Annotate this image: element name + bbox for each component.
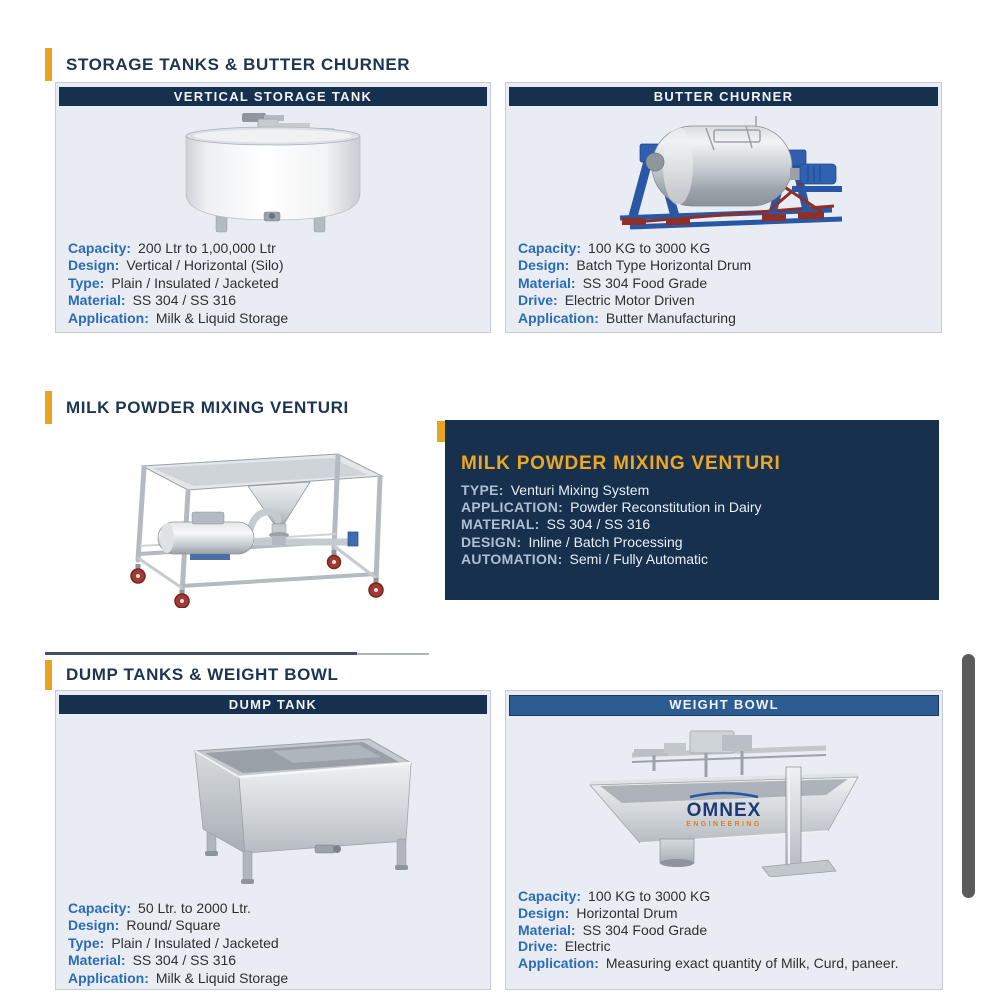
spec-label: Drive:: [518, 292, 558, 309]
product-card-butter-churner: [505, 82, 942, 333]
spec-row: [518, 888, 934, 905]
spec-row: [68, 900, 482, 917]
spec-label: Material:: [518, 274, 576, 291]
spec-row: [68, 240, 482, 257]
card-header-butter-churner: BUTTER CHURNER: [509, 87, 938, 106]
spec-row: [461, 534, 939, 551]
spec-label: TYPE:: [461, 482, 504, 498]
spec-list: [68, 900, 482, 987]
spec-label: Material:: [518, 921, 576, 938]
spec-value: Milk & Liquid Storage: [155, 309, 289, 326]
spec-label: Capacity:: [68, 900, 132, 916]
spec-row: [518, 310, 933, 327]
panel-accent-notch: [437, 421, 445, 442]
spec-row: [68, 275, 482, 292]
card-header-vertical-storage-tank: VERTICAL STORAGE TANK: [59, 87, 487, 106]
spec-label: Design:: [68, 257, 120, 274]
product-card-vertical-storage-tank: [55, 82, 491, 333]
spec-label: Design:: [518, 904, 570, 921]
spec-value: Butter Manufacturing: [605, 309, 736, 326]
product-card-weight-bowl: [505, 690, 943, 990]
scrollbar-thumb[interactable]: [962, 654, 975, 898]
spec-value: SS 304 Food Grade: [582, 921, 708, 938]
spec-label: Application:: [518, 955, 599, 972]
spec-row: [461, 482, 939, 499]
spec-label: Type:: [68, 934, 105, 951]
spec-value: 100 KG to 3000 KG: [588, 240, 711, 256]
spec-label: AUTOMATION:: [461, 550, 563, 567]
spec-value: 100 KG to 3000 KG: [588, 888, 711, 904]
spec-value: Semi / Fully Automatic: [569, 550, 709, 567]
spec-value: Plain / Insulated / Jacketed: [111, 934, 279, 951]
spec-label: Material:: [68, 292, 126, 309]
spec-label: APPLICATION:: [461, 499, 564, 516]
venturi-image-wrap: [100, 426, 400, 608]
product-card-dump-tank: [55, 690, 491, 990]
spec-value: 200 Ltr to 1,00,000 Ltr: [138, 240, 276, 256]
spec-value: SS 304 / SS 316: [132, 292, 237, 309]
spec-row: [68, 292, 482, 309]
spec-value: Measuring exact quantity of Milk, Curd, paneer.: [605, 955, 899, 972]
spec-label: Drive:: [518, 938, 558, 955]
spec-value: SS 304 / SS 316: [132, 952, 237, 969]
section-divider-line-tail: [357, 653, 429, 655]
section-title-venturi: MILK POWDER MIXING VENTURI: [66, 397, 349, 417]
spec-row: [68, 917, 482, 934]
spec-row: [518, 922, 934, 939]
panel-title: MILK POWDER MIXING VENTURI: [461, 453, 781, 474]
spec-value: Milk & Liquid Storage: [155, 969, 289, 986]
section-accent-bar: [45, 48, 52, 81]
section-header-venturi: [45, 391, 349, 424]
card-header-weight-bowl: WEIGHT BOWL: [509, 695, 939, 716]
spec-label: MATERIAL:: [461, 516, 540, 533]
spec-list: [68, 240, 482, 327]
spec-row: [68, 952, 482, 969]
spec-value: Venturi Mixing System: [510, 482, 650, 498]
spec-row: [461, 516, 939, 533]
spec-label: Material:: [68, 952, 126, 969]
spec-value: Vertical / Horizontal (Silo): [126, 257, 284, 274]
spec-label: Type:: [68, 274, 105, 291]
butter-churner-image: [596, 110, 852, 236]
dump-tank-image: [123, 721, 423, 889]
section-title-dump-tanks: DUMP TANKS & WEIGHT BOWL: [66, 665, 339, 684]
section-accent-bar: [45, 660, 52, 690]
card-image-wrap: [56, 110, 490, 240]
spec-label: Application:: [68, 969, 149, 986]
section-header-storage-tanks: [45, 48, 410, 81]
spec-row: [461, 499, 939, 516]
spec-row: [518, 955, 934, 972]
spec-row: [68, 257, 482, 274]
spec-value: Horizontal Drum: [576, 904, 678, 921]
spec-value: Round/ Square: [126, 917, 221, 934]
spec-label: Application:: [68, 309, 149, 326]
omnex-logo-subtext: ENGINEERING: [686, 821, 762, 828]
card-image-wrap: [56, 721, 490, 893]
section-title-storage-tanks: STORAGE TANKS & BUTTER CHURNER: [66, 54, 411, 74]
spec-label: DESIGN:: [461, 533, 522, 550]
spec-row: [518, 938, 934, 955]
spec-value: Inline / Batch Processing: [528, 533, 683, 550]
spec-row: [518, 275, 933, 292]
spec-value: Electric Motor Driven: [564, 292, 695, 309]
spec-row: [518, 257, 933, 274]
spec-label: Capacity:: [518, 240, 582, 256]
section-divider-line: [45, 652, 357, 655]
vertical-storage-tank-image: [158, 110, 388, 238]
spec-row: [68, 935, 482, 952]
spec-value: SS 304 / SS 316: [546, 516, 651, 533]
spec-value: Powder Reconstitution in Dairy: [570, 499, 762, 516]
spec-row: [518, 905, 934, 922]
spec-value: Plain / Insulated / Jacketed: [111, 274, 279, 291]
section-accent-bar: [45, 391, 52, 424]
card-image-wrap: [506, 110, 941, 238]
spec-label: Capacity:: [68, 240, 132, 256]
venturi-info-panel: [445, 420, 939, 600]
spec-value: Batch Type Horizontal Drum: [576, 257, 752, 274]
card-header-dump-tank: DUMP TANK: [59, 695, 487, 714]
spec-row: [68, 310, 482, 327]
spec-row: [68, 970, 482, 987]
spec-value: Electric: [564, 938, 611, 955]
spec-row: [461, 551, 939, 568]
spec-value: SS 304 Food Grade: [582, 274, 708, 291]
spec-row: [518, 292, 933, 309]
omnex-logo-text: OMNEX: [686, 800, 762, 821]
spec-label: Design:: [518, 257, 570, 274]
spec-label: Application:: [518, 309, 599, 326]
milk-powder-mixing-venturi-image: [100, 426, 400, 608]
spec-list: [518, 888, 934, 972]
spec-row: [518, 240, 933, 257]
spec-label: Capacity:: [518, 888, 582, 904]
section-header-dump-tanks: [45, 660, 339, 690]
weight-bowl-image: [574, 719, 874, 877]
spec-value: 50 Ltr. to 2000 Ltr.: [138, 900, 251, 916]
card-image-wrap: [506, 719, 942, 879]
spec-list: [518, 240, 933, 327]
spec-label: Design:: [68, 917, 120, 934]
